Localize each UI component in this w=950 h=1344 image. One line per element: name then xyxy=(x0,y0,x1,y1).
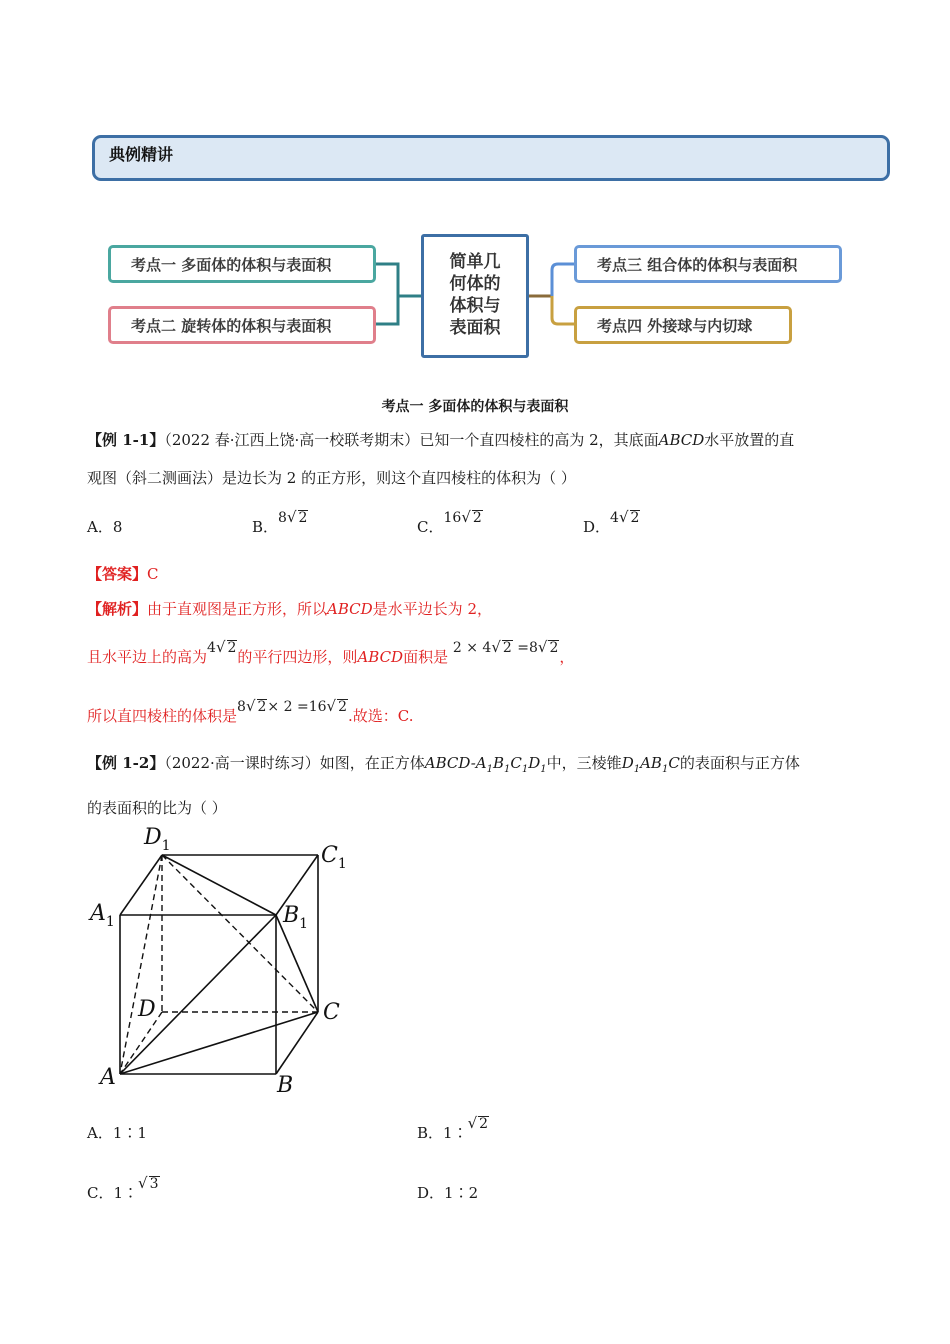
edge-B1C xyxy=(276,915,318,1012)
label-A: A xyxy=(100,1065,116,1090)
ex1-analysis-line1: 【解析】由于直观图是正方形，所以ABCD是水平边长为 2， xyxy=(87,600,492,618)
label-B: B xyxy=(277,1073,294,1098)
right-bracket-bottom xyxy=(552,296,574,324)
section-heading: 考点一 多面体的体积与表面积 xyxy=(381,399,569,415)
ex1-answer: 【答案】C xyxy=(87,565,159,583)
edge-CB xyxy=(276,1012,318,1074)
ex2-question: 【例 1-2】（2022·高一课时练习）如图，在正方体ABCD-$A_1B_1C_1D_1$中，三棱锥$D_1AB_1C$的表面积与正方体 的表面积的比为（ ） xyxy=(87,754,800,817)
ex2-option-b[interactable]: B．1∶√ 2 xyxy=(417,1114,489,1142)
ex1-options xyxy=(87,508,867,542)
edge-D1A xyxy=(120,855,162,1074)
ex1-option-b[interactable]: B．8√ 2 xyxy=(252,508,308,536)
mindmap-node-1: 考点一 多面体的体积与表面积 xyxy=(108,245,376,283)
mindmap-node-3: 考点三 组合体的体积与表面积 xyxy=(574,245,842,283)
edge-D1C xyxy=(162,855,318,1012)
mindmap-node-2: 考点二 旋转体的体积与表面积 xyxy=(108,306,376,344)
label-A1: $A_1$ xyxy=(90,901,115,930)
ex2-option-a[interactable]: A．1∶1 xyxy=(87,1124,147,1142)
label-D: D xyxy=(138,997,156,1022)
mindmap-center-node: 简单几 何体的 体积与 表面积 xyxy=(421,234,529,358)
ex1-analysis-line3: 所以直四棱柱的体积是8√ 2× 2 =16√ 2.故选：C. xyxy=(87,697,414,725)
ex1-question: 【例 1-1】（2022 春·江西上饶·高一校联考期末）已知一个直四棱柱的高为 2，其底面ABCD水平放置的直 观图（斜二测画法）是边长为 2 的正方形，则这个直四棱柱的体积为（ ） xyxy=(87,431,795,487)
banner-title: 典例精讲 xyxy=(109,145,174,164)
ex2-option-d[interactable]: D．1∶2 xyxy=(417,1184,479,1202)
ex1-option-c[interactable]: C．16√ 2 xyxy=(417,508,482,536)
ex2-options xyxy=(87,1112,867,1212)
ex2-option-c[interactable]: C．1∶√ 3 xyxy=(87,1174,159,1202)
left-bracket xyxy=(376,264,398,324)
ex1-analysis-line2: 且水平边上的高为4√ 2的平行四边形，则ABCD面积是 2 × 4√ 2 =8√ 2， xyxy=(87,638,575,666)
cube-figure xyxy=(80,818,370,1103)
mindmap-node-4: 考点四 外接球与内切球 xyxy=(574,306,792,344)
label-B1: $B_1$ xyxy=(283,903,309,932)
ex1-option-d[interactable]: D．4√ 2 xyxy=(583,508,640,536)
right-bracket-top xyxy=(552,264,574,296)
ex1-option-a[interactable]: A．8 xyxy=(87,518,123,536)
edge-D1B1 xyxy=(162,855,276,915)
label-C1: $C_1$ xyxy=(321,843,347,872)
label-C: C xyxy=(323,1000,340,1025)
label-D1: $D_1$ xyxy=(144,825,171,854)
